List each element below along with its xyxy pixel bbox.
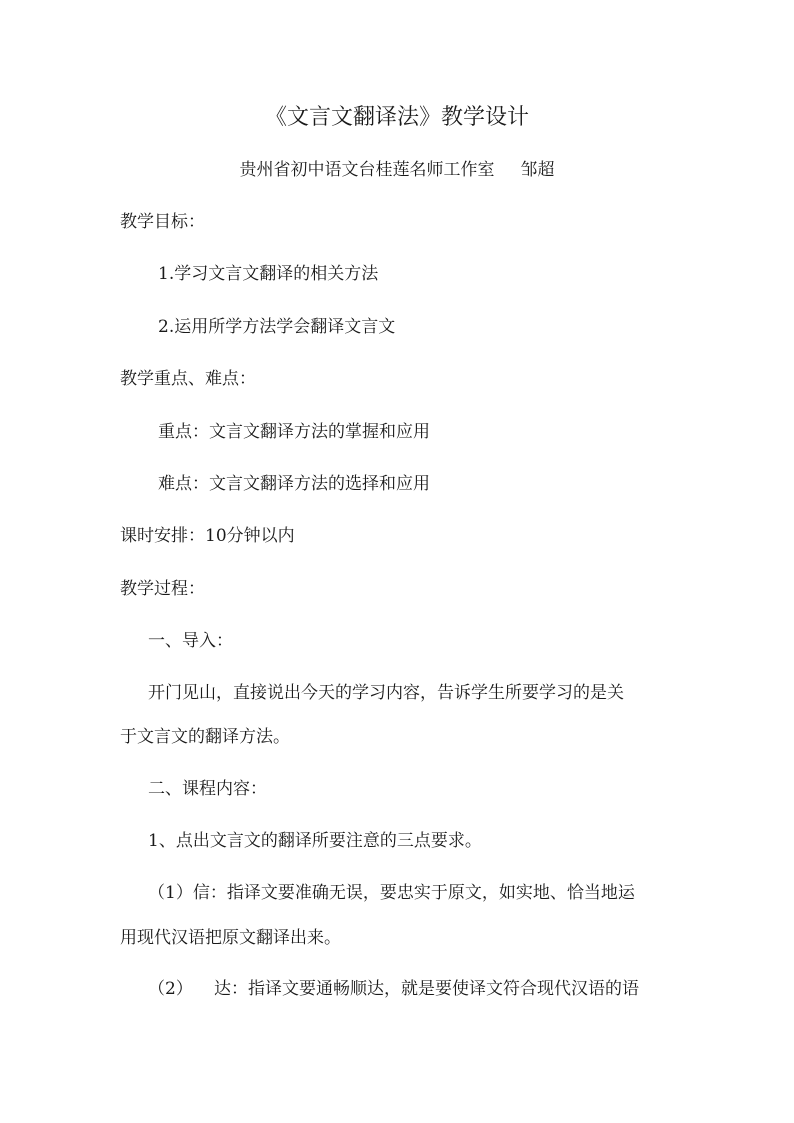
section1-heading: 一、导入：: [148, 631, 233, 651]
author-name: 邹超: [520, 160, 555, 180]
section1-paragraph-line: 开门见山，直接说出今天的学习内容，告诉学生所要学习的是关: [148, 683, 624, 703]
requirement-line: 用现代汉语把原文翻译出来。: [120, 928, 341, 948]
section2-heading: 二、课程内容：: [148, 779, 267, 799]
objective-item: 2.运用所学方法学会翻译文言文: [158, 317, 396, 337]
requirement-label: （2）: [148, 979, 193, 999]
author-organization: 贵州省初中语文台桂莲名师工作室: [239, 160, 495, 180]
section1-paragraph-line: 于文言文的翻译方法。: [120, 727, 290, 747]
content-point: 1、点出文言文的翻译所要注意的三点要求。: [148, 831, 482, 851]
objective-item: 1.学习文言文翻译的相关方法: [158, 264, 379, 284]
schedule-line: 课时安排：10分钟以内: [120, 526, 295, 546]
requirement-line: （1）信：指译文要准确无误，要忠实于原文，如实地、恰当地运: [148, 883, 635, 903]
key-point: 重点：文言文翻译方法的掌握和应用: [158, 422, 430, 442]
page-title: 《文言文翻译法》教学设计: [264, 105, 529, 130]
objectives-heading: 教学目标：: [120, 212, 205, 232]
requirement-text: 达：指译文要通畅顺达，就是要使译文符合现代汉语的语: [214, 979, 639, 999]
author-line: [0, 159, 794, 181]
key-points-heading: 教学重点、难点：: [120, 369, 256, 389]
process-heading: 教学过程：: [120, 579, 205, 599]
difficult-point: 难点：文言文翻译方法的选择和应用: [158, 474, 430, 494]
